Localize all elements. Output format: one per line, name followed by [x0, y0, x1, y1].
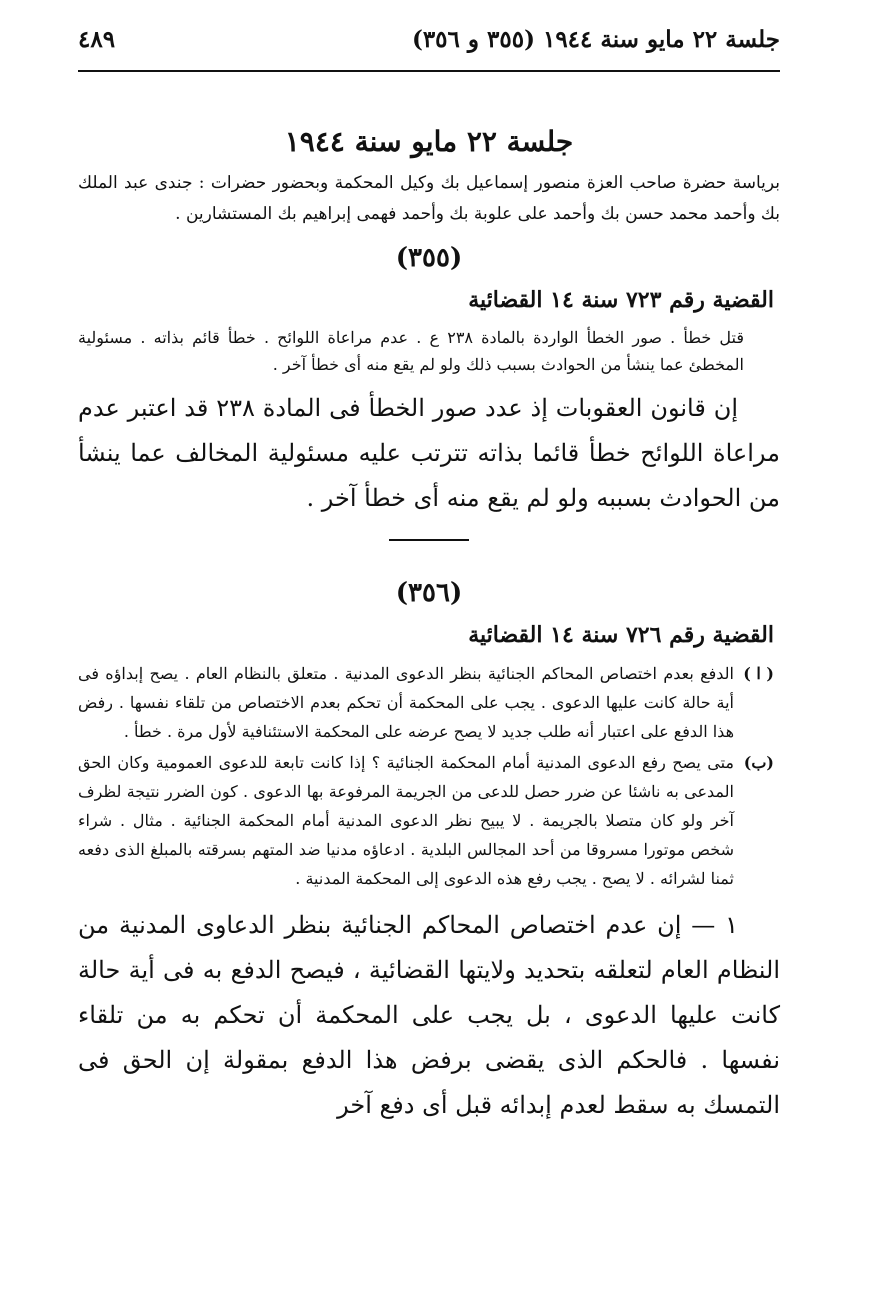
summary-point-a-label: ( ا ) [743, 664, 774, 683]
document-page [78, 22, 780, 1128]
case-ruling-356: ١ — إن عدم اختصاص المحاكم الجنائية بنظر الدعاوى المدنية من النظام العام لتعلقه بتحديد ولايتها القضائية ، فيصح الدفع به فى أية حالة كانت عليها الدعوى ، بل يجب على المحكمة أن تحكم به من تلقاء نفسها . فالحكم الذى يقضى برفض هذا الدفع بمقولة إن الحق فى التمسك به سقط لعدم إبدائه قبل أى دفع آخر [78, 911, 780, 1119]
session-title: جلسة ٢٢ مايو سنة ١٩٤٤ [284, 125, 574, 158]
case-number-355: (٣٥٥) [395, 243, 463, 273]
case-reference-356: القضية رقم ٧٢٦ سنة ١٤ القضائية [468, 622, 774, 648]
summary-point-b [78, 748, 780, 893]
summary-point-a-text: الدفع بعدم اختصاص المحاكم الجنائية بنظر الدعوى المدنية . متعلق بالنظام العام . يصح إبداؤه فى أية حالة كانت عليها الدعوى . يجب على المحكمة أن تحكم بعدم الاختصاص من تلقاء نفسها . رفض هذا الدفع على اعتبار أنه طلب جديد لا يصح عرضه على المحكمة الاستئنافية لأول مرة . خطأ . [78, 664, 734, 741]
summary-point-b-label: (ب) [743, 753, 774, 772]
running-head-title: جلسة ٢٢ مايو سنة ١٩٤٤ (٣٥٥ و ٣٥٦) [411, 26, 780, 53]
running-head [78, 22, 780, 58]
case-ruling-355: إن قانون العقوبات إذ عدد صور الخطأ فى المادة ٢٣٨ قد اعتبر عدم مراعاة اللوائح خطأ قائما بذاته تترتب عليه مسئولية المخالف عما ينشأ من الحوادث بسببه ولو لم يقع منه أى خطأ آخر . [78, 394, 780, 512]
summary-point-a [78, 659, 780, 746]
header-rule [78, 70, 780, 72]
case-number-356: (٣٥٦) [395, 578, 463, 608]
summary-point-b-text: متى يصح رفع الدعوى المدنية أمام المحكمة الجنائية ؟ إذا كانت تابعة للدعوى العمومية وكان الحق المدعى به ناشئا عن ضرر حصل للدعى من الجريمة المرفوعة بها الدعوى . كون الضرر نتيجة لظرف آخر ولو كان متصلا بالجريمة . لا يبيح نظر الدعوى المدنية أمام المحكمة الجنائية . مثال . شراء شخص موتورا مسروقا من أحد المجالس البلدية . ادعاؤه مدنيا ضد المتهم بسرقته بالمبلغ الذى دفعه ثمنا لشرائه . لا يصح . يجب رفع هذه الدعوى إلى المحكمة المدنية . [78, 753, 734, 888]
presidency-paragraph: برياسة حضرة صاحب العزة منصور إسماعيل بك وكيل المحكمة وبحضور حضرات : جندى عبد الملك بك وأحمد محمد حسن بك وأحمد على علوبة بك وأحمد فهمى إبراهيم بك المستشارين . [78, 173, 780, 224]
page-number: ٤٨٩ [78, 26, 116, 53]
case-summary-355: قتل خطأ . صور الخطأ الواردة بالمادة ٢٣٨ ع . عدم مراعاة اللوائح . خطأ قائم بذاته . مسئولية المخطئ عما ينشأ من الحوادث بسبب ذلك ولو لم يقع منه أى خطأ آخر . [78, 328, 745, 374]
section-divider [389, 539, 469, 541]
case-reference-355: القضية رقم ٧٢٣ سنة ١٤ القضائية [468, 287, 774, 313]
